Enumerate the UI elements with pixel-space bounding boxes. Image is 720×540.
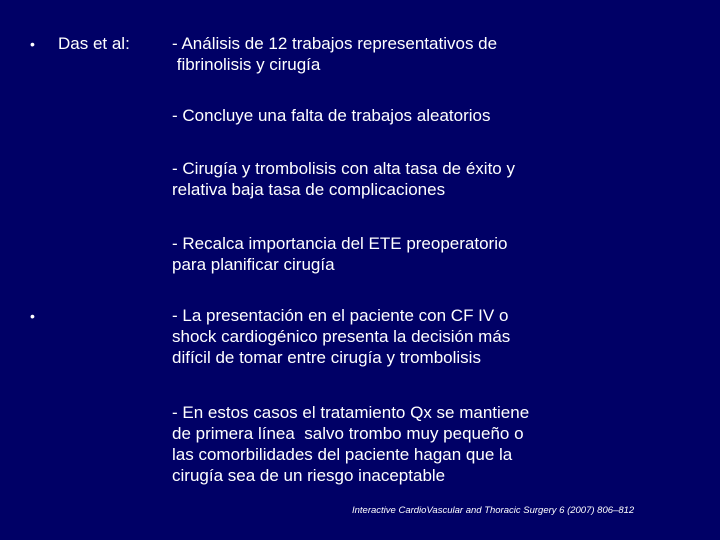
point-3-line-2: relativa baja tasa de complicaciones xyxy=(172,180,446,199)
point-6 xyxy=(172,402,692,486)
point-5 xyxy=(172,305,692,368)
point-2 xyxy=(172,105,692,126)
point-4 xyxy=(172,233,692,275)
point-6-line-1: - En estos casos el tratamiento Qx se mantiene xyxy=(172,403,530,422)
point-3 xyxy=(172,158,692,200)
point-5-line-1: - La presentación en el paciente con CF IV o xyxy=(172,306,509,325)
bullet-2: • xyxy=(30,308,35,324)
point-1-line-1: - Análisis de 12 trabajos representativos de xyxy=(172,34,498,53)
point-2-line-1: - Concluye una falta de trabajos aleatorios xyxy=(172,106,491,125)
point-6-line-2: de primera línea salvo trombo muy pequeño o xyxy=(172,424,524,443)
author-label: Das et al: xyxy=(58,34,130,53)
point-4-line-2: para planificar cirugía xyxy=(172,255,335,274)
point-1 xyxy=(172,33,692,75)
bullet-1: • xyxy=(30,36,35,52)
point-6-line-3: las comorbilidades del paciente hagan que la xyxy=(172,445,513,464)
point-6-line-4: cirugía sea de un riesgo inaceptable xyxy=(172,466,446,485)
point-1-line-2: fibrinolisis y cirugía xyxy=(172,55,321,74)
citation: Interactive CardioVascular and Thoracic Surgery 6 (2007) 806–812 xyxy=(352,505,635,516)
point-4-line-1: - Recalca importancia del ETE preoperatorio xyxy=(172,234,508,253)
point-5-line-2: shock cardiogénico presenta la decisión más xyxy=(172,327,511,346)
point-5-line-3: difícil de tomar entre cirugía y trombolisis xyxy=(172,348,481,367)
point-3-line-1: - Cirugía y trombolisis con alta tasa de éxito y xyxy=(172,159,515,178)
